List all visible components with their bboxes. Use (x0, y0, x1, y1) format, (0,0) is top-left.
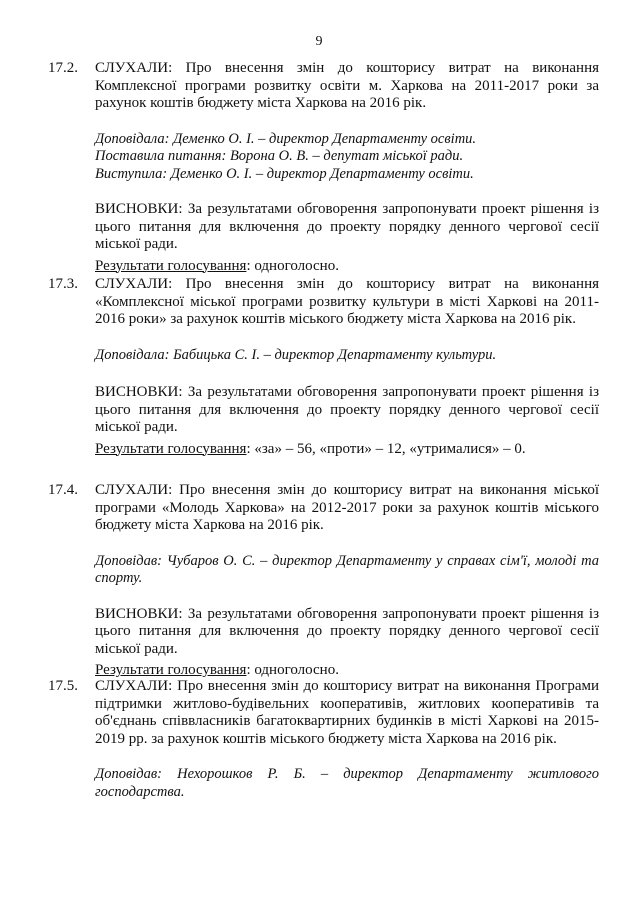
speaker-line: Виступила: Деменко О. І. – директор Департаменту освіти. (95, 165, 474, 182)
page-number: 9 (315, 34, 323, 49)
vote-text: : одноголосно. (246, 662, 339, 678)
vote-label: Результати голосування (95, 257, 247, 274)
heard-paragraph (95, 276, 599, 329)
heard-paragraph (95, 678, 599, 748)
heard-paragraph (95, 482, 599, 535)
item-body (95, 60, 599, 275)
speaker-line: Доповідав: Чубаров О. С. – директор Департаменту у справах сім'ї, молоді та спорту. (95, 552, 599, 586)
conclusions-text: За результатами обговорення запропонувати проект рішення із цього питання для включення до проекту порядку денного чергової сесії міської ради. (95, 384, 599, 435)
heard-text: Про внесення змін до кошторису витрат на виконання міської програми «Молодь Харкова» на 2012-2017 роки за рахунок коштів міського бюджету міста Харкова на 2016 рік. (95, 482, 599, 533)
conclusions-paragraph (95, 606, 599, 659)
heard-label: СЛУХАЛИ: (95, 678, 173, 694)
conclusions-paragraph (95, 201, 599, 254)
heard-text: Про внесення змін до кошторису витрат на виконання Комплексної програми розвитку освіти м. Харкова на 2011-2017 роки за рахунок коштів бюджету міста Харкова на 2016 рік. (95, 60, 599, 111)
item-body (95, 276, 599, 458)
conclusions-paragraph (95, 384, 599, 437)
vote-text: : «за» – 56, «проти» – 12, «утрималися» – 0. (246, 440, 526, 457)
item-number: 17.5. (48, 678, 78, 694)
vote-result (95, 258, 599, 276)
heard-paragraph (95, 60, 599, 113)
heard-label: СЛУХАЛИ: (95, 60, 173, 76)
item-number: 17.3. (48, 276, 78, 292)
conclusions-label: ВИСНОВКИ: (95, 605, 183, 622)
item-body (95, 482, 599, 680)
speaker-line: Доповідала: Бабицька С. І. – директор Департаменту культури. (95, 346, 497, 363)
vote-text: : одноголосно. (246, 257, 339, 274)
heard-label: СЛУХАЛИ: (95, 276, 173, 292)
conclusions-text: За результатами обговорення запропонувати проект рішення із цього питання для включення до проекту порядку денного чергової сесії міської ради. (95, 201, 599, 252)
item-number: 17.2. (48, 60, 78, 76)
conclusions-label: ВИСНОВКИ: (95, 201, 183, 217)
speaker-line: Доповідала: Деменко О. І. – директор Департаменту освіти. (95, 130, 477, 147)
item-body (95, 678, 599, 801)
heard-text: Про внесення змін до кошторису витрат на виконання «Комплексної міської програми розвитку культури в місті Харкові на 2011-2016 роки» за рахунок коштів міського бюджету міста Харкова на 2016 рік. (95, 276, 599, 327)
vote-label: Результати голосування (95, 440, 247, 457)
conclusions-text: За результатами обговорення запропонувати проект рішення із цього питання для включення до проекту порядку денного чергової сесії міської ради. (95, 605, 599, 657)
heard-text: Про внесення змін до кошторису витрат на виконання Програми підтримки житлово-будівельних кооперативів, житлових кооперативів та об'єднань співвласників багатоквартирних будинків в місті Харкові на 2015-2019 рр. за рахунок коштів міського бюджету міста Харкова на 2016 рік. (95, 678, 599, 747)
speaker-line: Поставила питання: Ворона О. В. – депутат міської ради. (95, 148, 464, 164)
vote-label: Результати голосування (95, 662, 247, 678)
heard-label: СЛУХАЛИ: (95, 482, 173, 498)
item-number: 17.4. (48, 482, 78, 498)
speaker-line: Доповідав: Нехорошков Р. Б. – директор Департаменту житлового господарства. (95, 766, 599, 800)
vote-result (95, 662, 599, 680)
conclusions-label: ВИСНОВКИ: (95, 384, 183, 400)
vote-result (95, 441, 599, 459)
